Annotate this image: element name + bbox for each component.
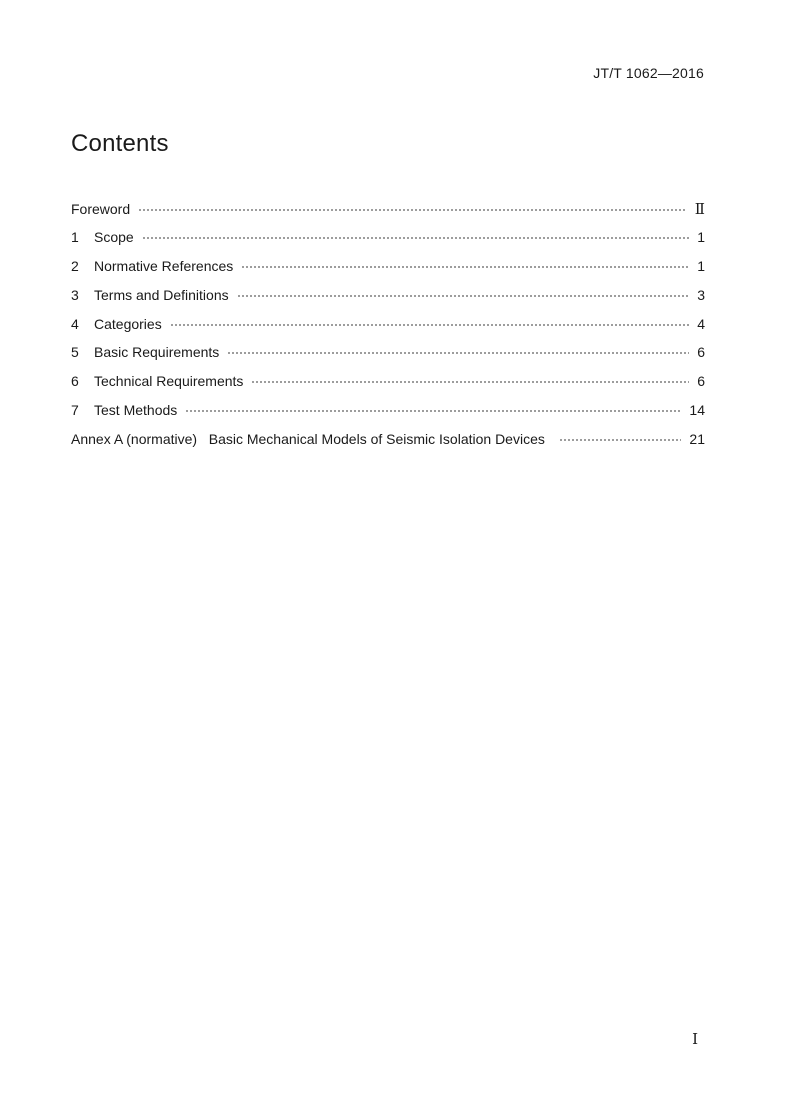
toc-page-number: 6 (697, 373, 705, 390)
toc-entry-normative-references[interactable] (71, 258, 705, 287)
toc-label: Terms and Definitions (94, 286, 229, 303)
toc-entry-basic-requirements[interactable] (71, 344, 705, 373)
toc-label: Basic Requirements (94, 344, 220, 361)
toc-label: Test Methods (94, 402, 178, 419)
toc-page-number: 1 (697, 228, 705, 245)
toc-entry-foreword[interactable] (71, 200, 705, 229)
toc-leader-dots (142, 237, 689, 239)
toc-section-number: 2 (71, 257, 79, 274)
toc-leader-dots (170, 324, 689, 326)
toc-entry-scope[interactable] (71, 229, 705, 258)
page-number: Ⅰ (692, 1032, 698, 1048)
toc-entry-annex-a[interactable] (71, 431, 705, 460)
toc-label: Technical Requirements (94, 373, 244, 390)
toc-page-number: 14 (689, 402, 705, 419)
toc-leader-dots (185, 410, 681, 412)
toc-section-number: 1 (71, 228, 79, 245)
toc-section-number: 5 (71, 344, 79, 361)
toc-page-number: 1 (697, 257, 705, 274)
toc-label: Scope (94, 228, 134, 245)
toc-leader-dots (138, 209, 687, 211)
toc-entry-categories[interactable] (71, 316, 705, 345)
toc-leader-dots (251, 381, 689, 383)
toc-leader-dots (241, 266, 689, 268)
toc-section-number: 3 (71, 286, 79, 303)
toc-section-number: 6 (71, 373, 79, 390)
toc-label: Normative References (94, 257, 234, 274)
toc-entry-technical-requirements[interactable] (71, 373, 705, 402)
toc-leader-dots (559, 439, 682, 441)
toc-leader-dots (237, 295, 689, 297)
toc-page-number: Ⅱ (694, 202, 705, 218)
toc-page-number: 3 (697, 286, 705, 303)
page-title: Contents (71, 130, 169, 157)
toc-label: Annex A (normative) Basic Mechanical Models of Seismic Isolation Devices (71, 431, 545, 448)
toc-page-number: 6 (697, 344, 705, 361)
toc-label: Foreword (71, 201, 131, 217)
toc-section-number: 7 (71, 402, 79, 419)
table-of-contents (71, 200, 705, 460)
toc-entry-test-methods[interactable] (71, 402, 705, 431)
toc-page-number: 21 (689, 431, 705, 448)
standard-code: JT/T 1062—2016 (593, 65, 704, 81)
toc-leader-dots (227, 352, 689, 354)
toc-page-number: 4 (697, 315, 705, 332)
toc-label: Categories (94, 315, 162, 332)
toc-section-number: 4 (71, 315, 79, 332)
toc-entry-terms-and-definitions[interactable] (71, 287, 705, 316)
